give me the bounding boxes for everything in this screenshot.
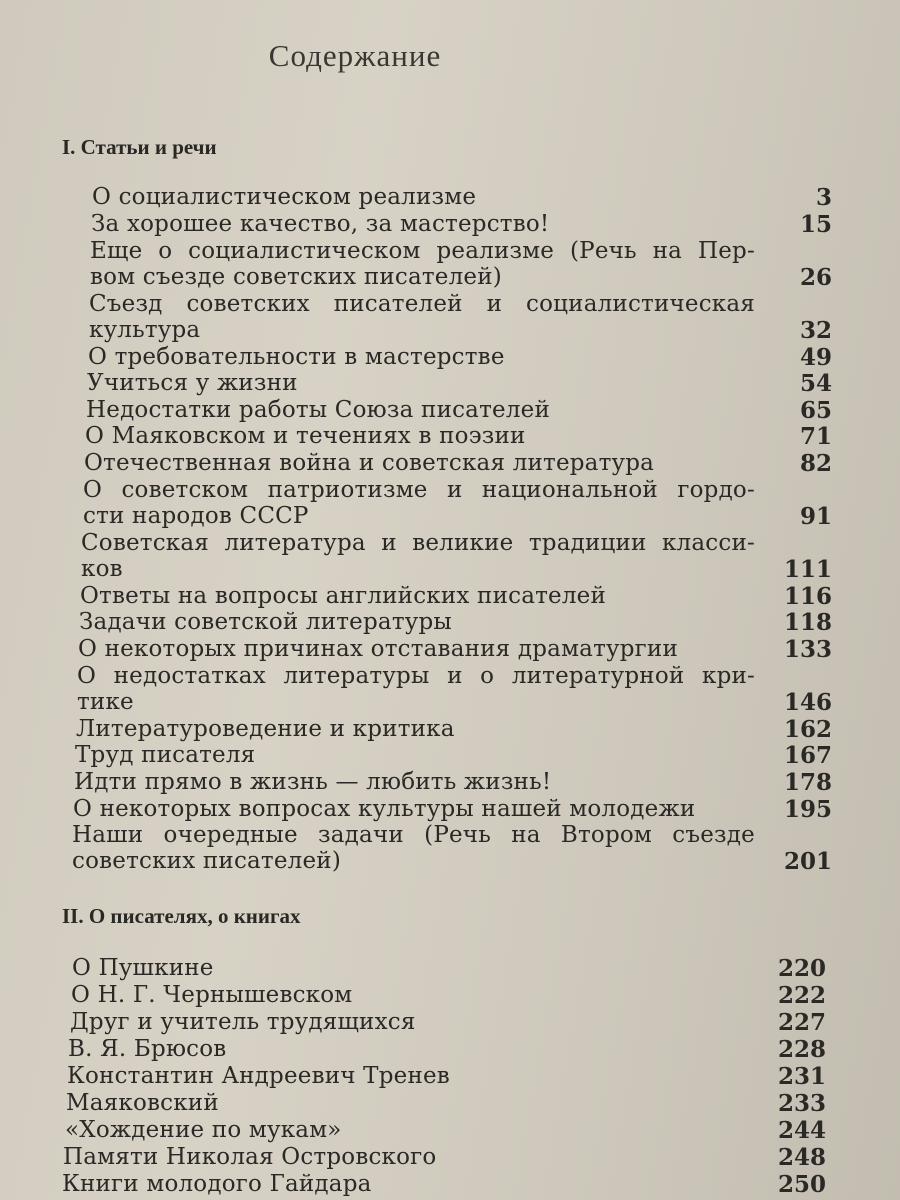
toc-page-number: 250 (777, 1171, 826, 1198)
toc-entry-line: Литературоведение и критика (76, 716, 455, 742)
toc-entry (76, 716, 455, 742)
toc-page-number: 3 (815, 184, 832, 211)
toc-entry-line: Труд писателя (75, 742, 256, 768)
toc-entry (86, 397, 550, 423)
toc-page-number: 228 (777, 1036, 826, 1063)
toc-entry (84, 450, 654, 476)
toc-entry-line: О некоторых вопросах культуры нашей молодежи (73, 796, 696, 822)
toc-entry-line: Памяти Николая Островского (63, 1144, 437, 1170)
toc-entry-line: Маяковский (66, 1090, 219, 1116)
toc-page-number: 65 (799, 397, 832, 424)
toc-entry-line: О социалистическом реализме (92, 184, 477, 210)
toc-page-number: 233 (777, 1090, 826, 1117)
toc-page-number: 49 (799, 344, 832, 371)
toc-entry (66, 1090, 219, 1116)
toc-entry-line: Ответы на вопросы английских писателей (80, 583, 606, 609)
toc-page-number: 82 (799, 450, 832, 477)
toc-entry (75, 742, 255, 768)
toc-entry (65, 1117, 342, 1143)
toc-entry-line: ков (81, 556, 123, 582)
toc-entry (78, 636, 678, 662)
toc-entry (81, 530, 755, 582)
toc-entry-line: Недостатки работы Союза писателей (86, 397, 550, 423)
toc-entry-line: Еще о социалистическом реализме (Речь на Пер- (90, 238, 755, 264)
toc-entry (73, 796, 695, 822)
toc-entry-line: За хорошее качество, за мастерство! (91, 211, 550, 237)
toc-entry (91, 211, 549, 237)
toc-entry-line: Наши очередные задачи (Речь на Втором съезде (72, 822, 755, 848)
toc-entry (70, 1009, 416, 1035)
toc-page-number: 222 (777, 982, 826, 1009)
toc-page-number: 26 (799, 264, 832, 291)
toc-page-number: 231 (777, 1063, 826, 1090)
toc-page-number: 201 (783, 848, 832, 875)
toc-entry (62, 1171, 372, 1197)
toc-entry-line: О Н. Г. Чернышевском (71, 982, 353, 1008)
toc-page-number: 32 (799, 317, 832, 344)
toc-entry-line: О некоторых причинах отставания драматургии (78, 636, 678, 662)
toc-entry-line: Съезд советских писателей и социалистическая (89, 291, 755, 317)
toc-page-number: 118 (783, 609, 832, 636)
page-title: Содержание (268, 38, 442, 73)
toc-entry-line: О Маяковском и течениях в поэзии (85, 423, 526, 449)
toc-entry (80, 583, 606, 609)
toc-page-number: 167 (783, 742, 832, 769)
toc-entry (67, 1063, 450, 1089)
toc-page-number: 195 (783, 796, 832, 823)
toc-page-number: 146 (783, 689, 832, 716)
toc-page-number: 15 (799, 211, 832, 238)
section-heading-1: I. Статьи и речи (62, 135, 217, 159)
toc-entry-line: Друг и учитель трудящихся (70, 1009, 416, 1035)
toc-entry (72, 822, 755, 874)
toc-entry-line: «Хождение по мукам» (65, 1117, 342, 1143)
toc-page-number: 162 (783, 716, 832, 743)
toc-page-number: 71 (799, 423, 832, 450)
toc-entry-line: О советском патриотизме и национальной гордо- (83, 477, 755, 503)
toc-entry-line: советских писателей) (72, 848, 341, 874)
toc-entry (74, 769, 551, 795)
toc-entry-line: Задачи советской литературы (79, 609, 452, 635)
toc-entry (83, 477, 755, 529)
toc-entry (87, 370, 298, 396)
toc-entry (63, 1144, 436, 1170)
toc-entry (68, 1036, 226, 1062)
toc-entry-line: Идти прямо в жизнь — любить жизнь! (74, 769, 552, 795)
toc-entry-line: Отечественная война и советская литература (84, 450, 655, 476)
toc-page-number: 116 (783, 583, 832, 610)
toc-page-number: 133 (783, 636, 832, 663)
toc-page-number: 220 (777, 955, 826, 982)
toc-entry (77, 663, 755, 715)
toc-page-number: 248 (777, 1144, 826, 1171)
toc-entry-line: культура (89, 317, 201, 343)
toc-entry (92, 184, 476, 210)
section-heading-2: II. О писателях, о книгах (62, 904, 301, 928)
toc-page-number: 178 (783, 769, 832, 796)
toc-entry (89, 291, 755, 343)
toc-page-number: 227 (777, 1009, 826, 1036)
toc-entry-line: О требовательности в мастерстве (88, 344, 505, 370)
toc-entry-line: Учиться у жизни (87, 370, 298, 396)
toc-entry (72, 955, 214, 981)
toc-entry (71, 982, 352, 1008)
toc-entry-line: Константин Андреевич Тренев (67, 1063, 450, 1089)
toc-page-number: 244 (777, 1117, 826, 1144)
toc-entry-line: Советская литература и великие традиции класси- (81, 530, 755, 556)
toc-entry (79, 609, 452, 635)
toc-entry-line: О Пушкине (72, 955, 214, 981)
toc-entry-line: В. Я. Брюсов (68, 1036, 227, 1062)
toc-page-number: 111 (783, 556, 832, 583)
toc-entry (90, 238, 755, 290)
toc-entry-line: Книги молодого Гайдара (62, 1171, 372, 1197)
toc-entry-line: сти народов СССР (83, 503, 309, 529)
toc-page-number: 54 (799, 370, 832, 397)
toc-entry-line: О недостатках литературы и о литературной кри- (77, 663, 755, 689)
toc-page-number: 91 (799, 503, 832, 530)
toc-entry (85, 423, 526, 449)
toc-entry-line: тике (77, 689, 134, 715)
toc-entry-line: вом съезде советских писателей) (90, 264, 502, 290)
toc-entry (88, 344, 505, 370)
